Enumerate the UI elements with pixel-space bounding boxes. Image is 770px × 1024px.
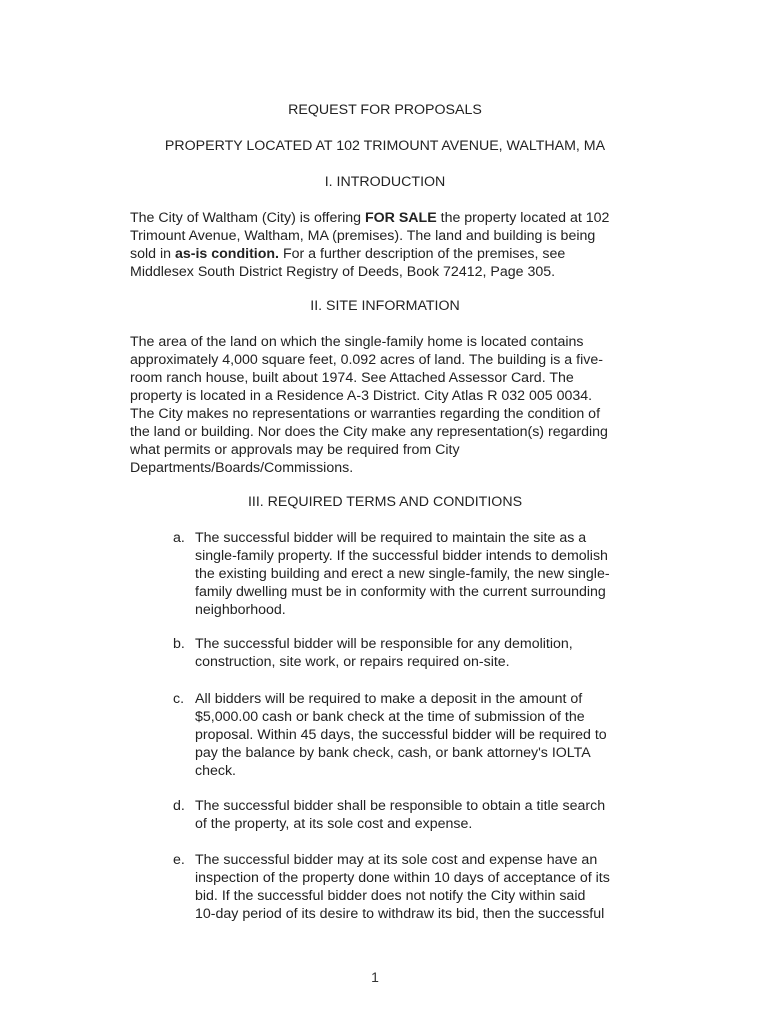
site-line: room ranch house, built about 1974. See Attached Assessor Card. The xyxy=(130,370,574,386)
term-item-a xyxy=(173,529,643,619)
term-line: All bidders will be required to make a deposit in the amount of xyxy=(195,691,583,707)
section-heading-required-terms: III. REQUIRED TERMS AND CONDITIONS xyxy=(247,494,523,510)
for-sale-emphasis: FOR SALE xyxy=(364,210,437,226)
term-line: The successful bidder may at its sole cost and expense have an xyxy=(195,852,598,868)
introduction-line: Trimount Avenue, Waltham, MA (premises). The land and building is being xyxy=(130,228,596,244)
term-line: pay the balance by bank check, cash, or bank attorney's IOLTA xyxy=(195,745,591,761)
document-subtitle: PROPERTY LOCATED AT 102 TRIMOUNT AVENUE, WALTHAM, MA xyxy=(164,138,606,154)
term-line: The successful bidder will be responsible for any demolition, xyxy=(195,636,573,652)
site-line: The City makes no representations or warranties regarding the condition of xyxy=(130,406,601,422)
document-title: REQUEST FOR PROPOSALS xyxy=(288,102,482,118)
list-marker: d. xyxy=(173,798,185,814)
term-line: bid. If the successful bidder does not notify the City within said xyxy=(195,888,586,904)
introduction-line xyxy=(130,245,650,263)
term-line: the existing building and erect a new single-family, the new single- xyxy=(195,566,610,582)
term-line: single-family property. If the successful bidder intends to demolish xyxy=(195,548,608,564)
section-heading-introduction: I. INTRODUCTION xyxy=(324,174,446,190)
introduction-paragraph xyxy=(130,209,650,281)
site-line: approximately 4,000 square feet, 0.092 acres of land. The building is a five- xyxy=(130,352,603,368)
term-item-d xyxy=(173,797,643,833)
list-marker: a. xyxy=(173,530,185,546)
intro-text: For a further description of the premises, see xyxy=(279,246,566,262)
site-line: what permits or approvals may be required from City xyxy=(130,442,460,458)
as-is-emphasis: as-is condition. xyxy=(174,246,280,262)
introduction-line: Middlesex South District Registry of Deeds, Book 72412, Page 305. xyxy=(130,264,556,280)
page-number: 1 xyxy=(371,969,379,985)
term-item-c xyxy=(173,690,643,780)
intro-text: the property located at 102 xyxy=(436,210,610,226)
term-line: The successful bidder will be required to maintain the site as a xyxy=(195,530,587,546)
term-line: of the property, at its sole cost and expense. xyxy=(195,816,473,832)
site-line: Departments/Boards/Commissions. xyxy=(130,460,354,476)
term-item-b xyxy=(173,635,643,671)
list-marker: c. xyxy=(173,691,185,707)
intro-text: The City of Waltham (City) is offering xyxy=(130,210,365,226)
term-line: inspection of the property done within 10 days of acceptance of its xyxy=(195,870,610,886)
term-line: neighborhood. xyxy=(195,602,286,618)
site-line: property is located in a Residence A-3 District. City Atlas R 032 005 0034. xyxy=(130,388,593,404)
list-marker: b. xyxy=(173,636,185,652)
site-line: The area of the land on which the single-family home is located contains xyxy=(130,334,584,350)
site-line: the land or building. Nor does the City make any representation(s) regarding xyxy=(130,424,608,440)
site-information-paragraph xyxy=(130,333,650,477)
term-line: 10-day period of its desire to withdraw its bid, then the successful xyxy=(195,906,605,922)
term-line: The successful bidder shall be responsible to obtain a title search xyxy=(195,798,606,814)
introduction-line xyxy=(130,209,650,227)
term-item-e xyxy=(173,851,643,923)
term-line: family dwelling must be in conformity with the current surrounding xyxy=(195,584,606,600)
list-marker: e. xyxy=(173,852,185,868)
term-line: check. xyxy=(195,763,237,779)
section-heading-site-information: II. SITE INFORMATION xyxy=(310,298,460,314)
term-line: construction, site work, or repairs required on-site. xyxy=(195,654,510,670)
term-line: $5,000.00 cash or bank check at the time of submission of the xyxy=(195,709,585,725)
term-line: proposal. Within 45 days, the successful bidder will be required to xyxy=(195,727,607,743)
intro-text: sold in xyxy=(130,246,175,262)
